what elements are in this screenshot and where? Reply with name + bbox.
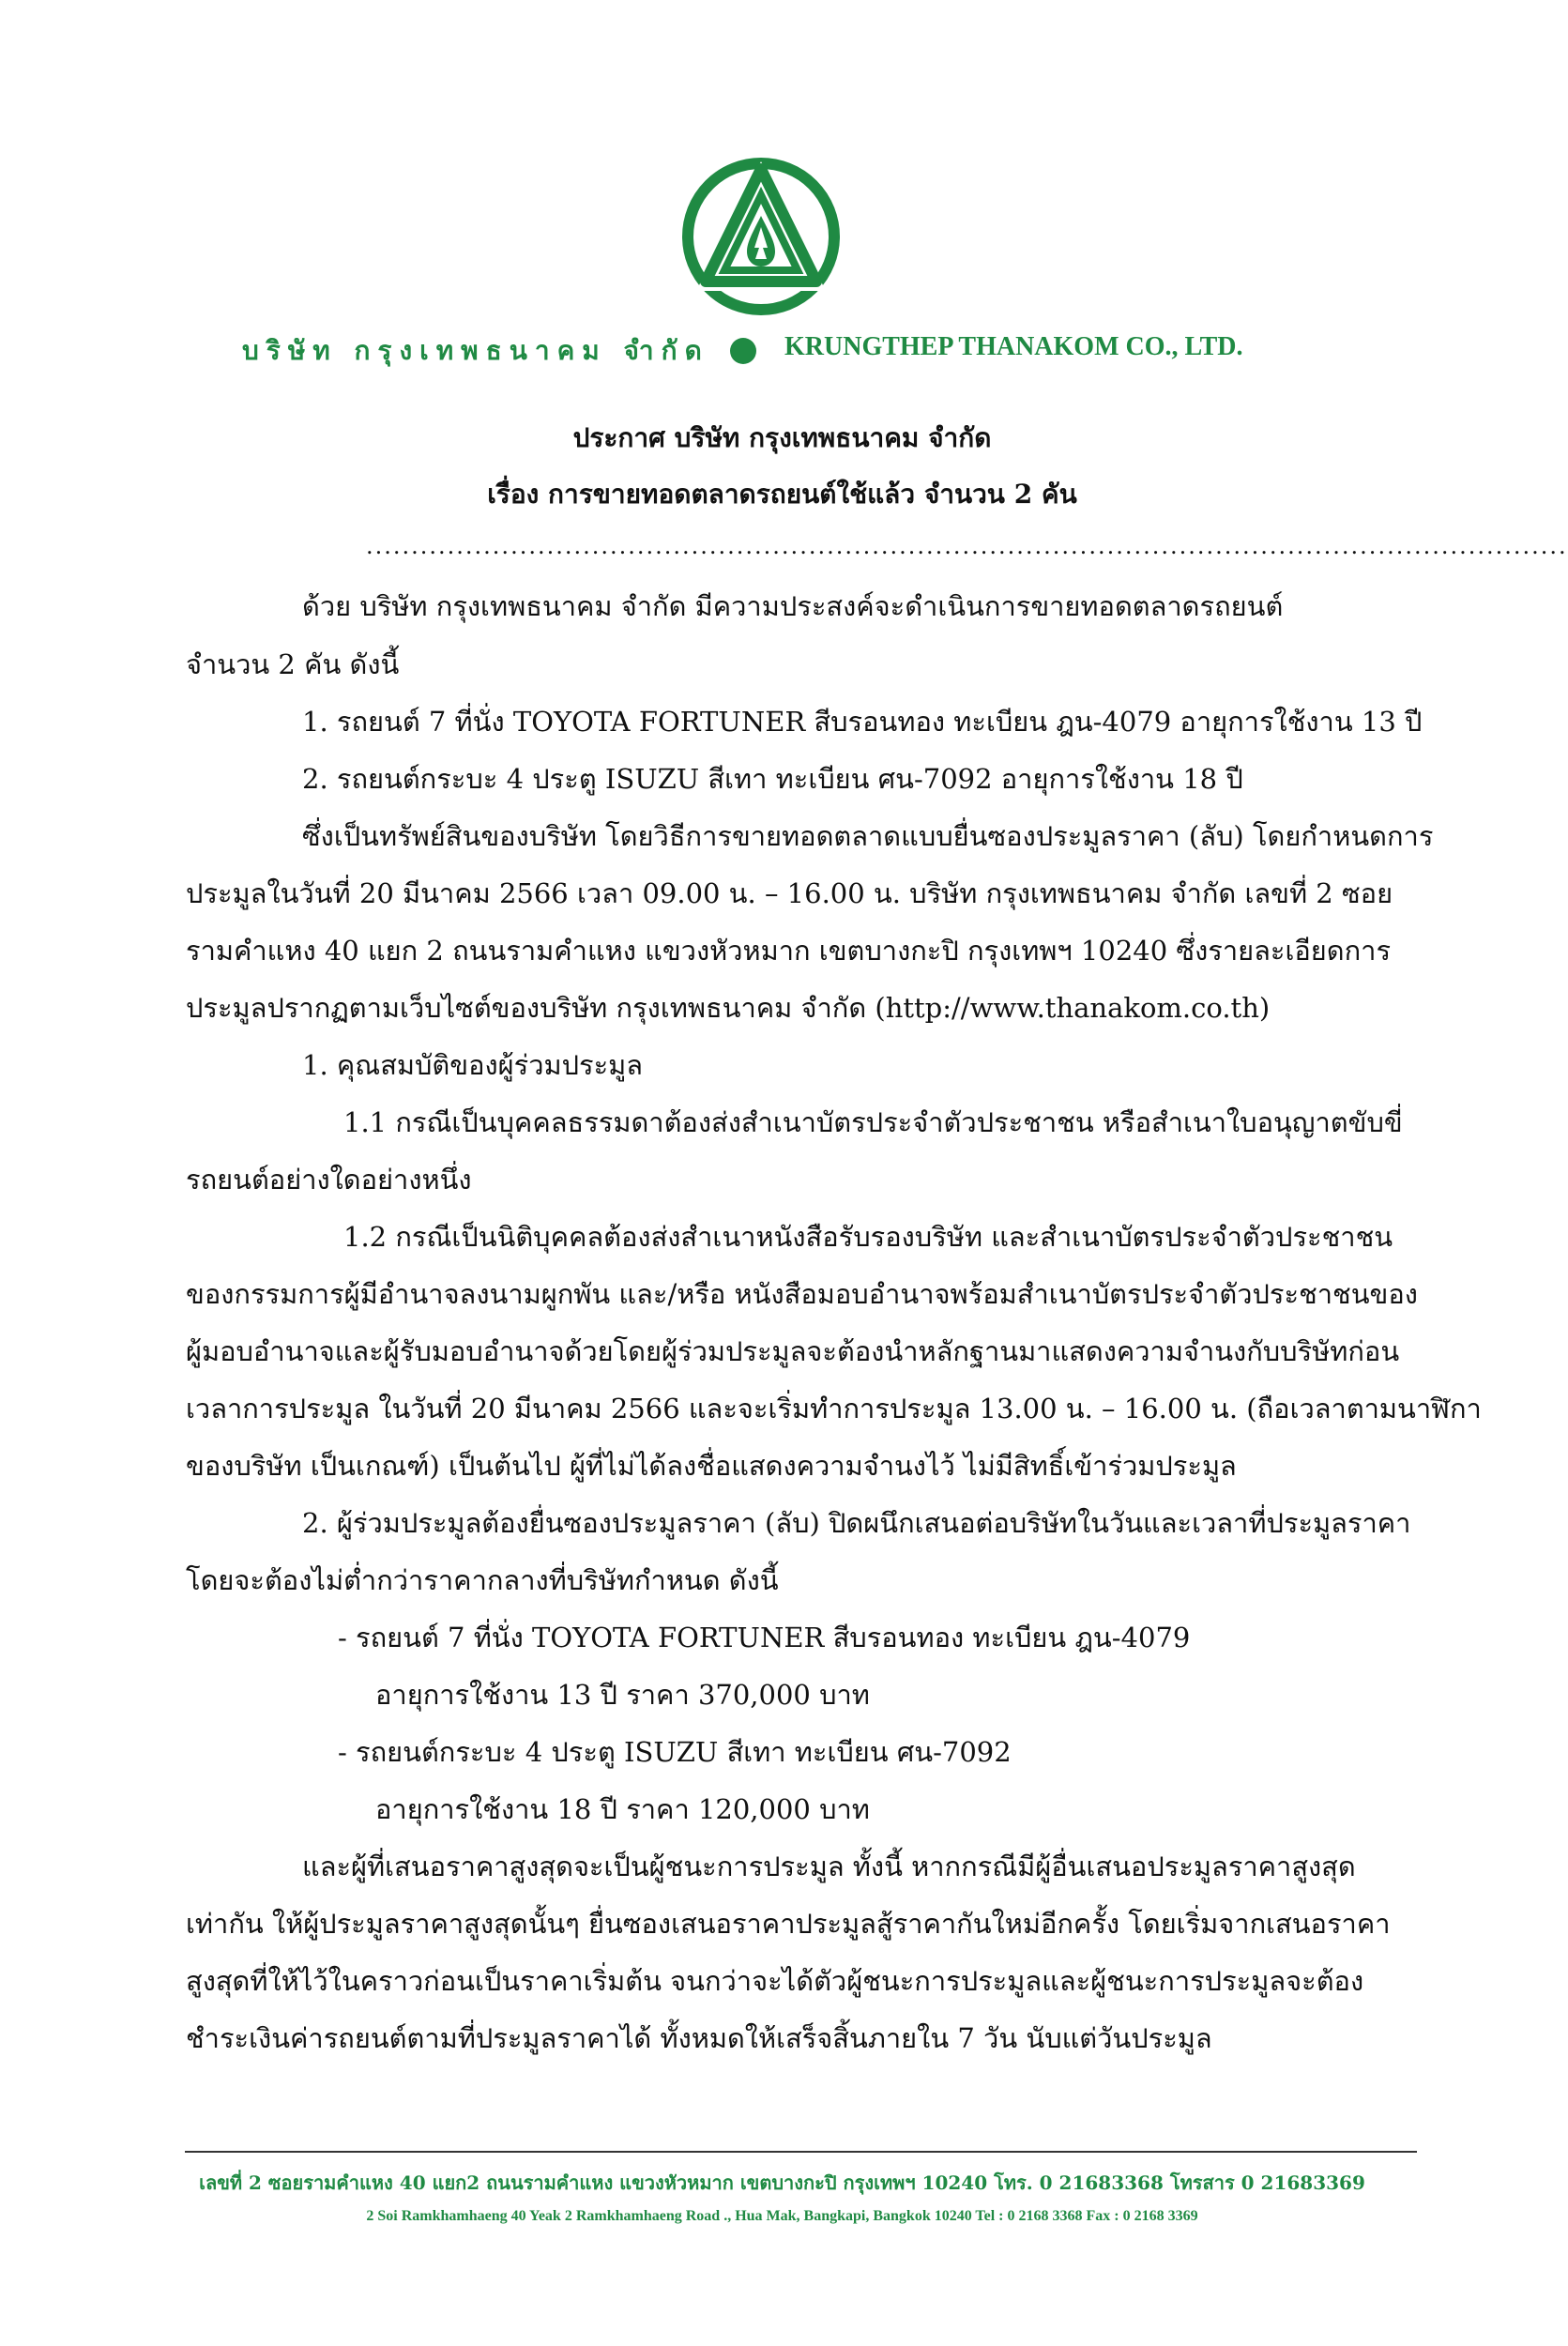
vehicle-item-2: 2. รถยนต์กระบะ 4 ประตู ISUZU สีเทา ทะเบียน ศน-7092 อายุการใช้งาน 18 ปี [302, 763, 1243, 795]
dotted-divider: ..................................................................................................................................... [366, 533, 1568, 559]
closing-line-3: สูงสุดที่ให้ไว้ในคราวก่อนเป็นราคาเริ่มต้น จนกว่าจะได้ตัวผู้ชนะการประมูลและผู้ชนะการประมูลจะต้อง [186, 1965, 1364, 1997]
section-1-1-line-1: 1.1 กรณีเป็นบุคคลธรรมดาต้องส่งสำเนาบัตรประจำตัวประชาชน หรือสำเนาใบอนุญาตขับขี่ [343, 1106, 1403, 1138]
company-name-row [0, 330, 1564, 372]
intro-line-1: ด้วย บริษัท กรุงเทพธนาคม จำกัด มีความประสงค์จะดำเนินการขายทอดตลาดรถยนต์ [302, 590, 1284, 622]
closing-line-1: และผู้ที่เสนอราคาสูงสุดจะเป็นผู้ชนะการประมูล ทั้งนี้ หากกรณีมีผู้อื่นเสนอประมูลราคาสูงสุด [302, 1851, 1356, 1882]
section-1-2-line-3: ผู้มอบอำนาจและผู้รับมอบอำนาจด้วยโดยผู้ร่วมประมูลจะต้องนำหลักฐานมาแสดงความจำนงกับบริษัทก่อน [186, 1335, 1400, 1367]
announcement-title: ประกาศ บริษัท กรุงเทพธนาคม จำกัด [572, 422, 992, 453]
auction-details-line-3: รามคำแหง 40 แยก 2 ถนนรามคำแหง แขวงหัวหมาก เขตบางกะปิ กรุงเทพฯ 10240 ซึ่งรายละเอียดการ [186, 935, 1392, 967]
reserve-price-item-1-detail: อายุการใช้งาน 13 ปี ราคา 370,000 บาท [375, 1679, 870, 1711]
section-2-line-2: โดยจะต้องไม่ต่ำกว่าราคากลางที่บริษัทกำหนด ดังนี้ [186, 1564, 779, 1596]
auction-details-line-2: ประมูลในวันที่ 20 มีนาคม 2566 เวลา 09.00 น. – 16.00 น. บริษัท กรุงเทพธนาคม จำกัด เลขที่ 2 ซอย [186, 877, 1393, 909]
footer-address-thai: เลขที่ 2 ซอยรามคำแหง 40 แยก2 ถนนรามคำแหง แขวงหัวหมาก เขตบางกะปิ กรุงเทพฯ 10240 โทร. 0 21683368 โทรสาร 0 21683369 [199, 2171, 1365, 2194]
closing-line-2: เท่ากัน ให้ผู้ประมูลราคาสูงสุดนั้นๆ ยื่นซองเสนอราคาประมูลสู้ราคากันใหม่อีกครั้ง โดยเริ่มจากเสนอราคา [186, 1908, 1391, 1940]
intro-line-2: จำนวน 2 คัน ดังนี้ [186, 648, 400, 680]
vehicle-item-1: 1. รถยนต์ 7 ที่นั่ง TOYOTA FORTUNER สีบรอนทอง ทะเบียน ฎน-4079 อายุการใช้งาน 13 ปี [302, 706, 1423, 738]
section-2-line-1: 2. ผู้ร่วมประมูลต้องยื่นซองประมูลราคา (ลับ) ปิดผนึกเสนอต่อบริษัทในวันและเวลาที่ประมูลราคา [302, 1507, 1411, 1539]
section-1-2-line-4: เวลาการประมูล ในวันที่ 20 มีนาคม 2566 และจะเริ่มทำการประมูล 13.00 น. – 16.00 น. (ถือเวลาตามนาฬิกา [186, 1393, 1482, 1424]
section-1-1-line-2: รถยนต์อย่างใดอย่างหนึ่ง [186, 1164, 472, 1196]
section-1-2-line-5: ของบริษัท เป็นเกณฑ์) เป็นต้นไป ผู้ที่ไม่ได้ลงชื่อแสดงความจำนงไว้ ไม่มีสิทธิ์เข้าร่วมประมูล [186, 1450, 1237, 1482]
company-name-english: KRUNGTHEP THANAKOM CO., LTD. [784, 332, 1243, 361]
announcement-subject: เรื่อง การขายทอดตลาดรถยนต์ใช้แล้ว จำนวน 2 คัน [487, 479, 1077, 510]
section-1-2-line-1: 1.2 กรณีเป็นนิติบุคคลต้องส่งสำเนาหนังสือรับรองบริษัท และสำเนาบัตรประจำตัวประชาชน [343, 1221, 1393, 1253]
footer-divider [185, 2151, 1417, 2153]
reserve-price-item-2: - รถยนต์กระบะ 4 ประตู ISUZU สีเทา ทะเบียน ศน-7092 [338, 1736, 1012, 1768]
reserve-price-item-2-detail: อายุการใช้งาน 18 ปี ราคา 120,000 บาท [375, 1793, 870, 1825]
section-1-title: 1. คุณสมบัติของผู้ร่วมประมูล [302, 1049, 644, 1081]
closing-line-4: ชำระเงินค่ารถยนต์ตามที่ประมูลราคาได้ ทั้งหมดให้เสร็จสิ้นภายใน 7 วัน นับแต่วันประมูล [186, 2022, 1212, 2054]
footer-address-english: 2 Soi Ramkhamhaeng 40 Yeak 2 Ramkhamhaeng Road ., Hua Mak, Bangkapi, Bangkok 10240 Tel : 0 2168 3368 Fax : 0 2168 3369 [366, 2208, 1198, 2224]
auction-details-line-4: ประมูลปรากฏตามเว็บไซต์ของบริษัท กรุงเทพธนาคม จำกัด (http://www.thanakom.co.th) [186, 992, 1271, 1024]
triangle-in-circle-logo-icon [677, 150, 845, 319]
green-dot-separator [730, 338, 756, 364]
company-name-thai: บริษัท กรุงเทพธนาคม จำกัด [242, 335, 709, 366]
reserve-price-item-1: - รถยนต์ 7 ที่นั่ง TOYOTA FORTUNER สีบรอนทอง ทะเบียน ฎน-4079 [338, 1622, 1191, 1653]
auction-details-line-1: ซึ่งเป็นทรัพย์สินของบริษัท โดยวิธีการขายทอดตลาดแบบยื่นซองประมูลราคา (ลับ) โดยกำหนดการ [302, 820, 1434, 852]
section-1-2-line-2: ของกรรมการผู้มีอำนาจลงนามผูกพัน และ/หรือ หนังสือมอบอำนาจพร้อมสำเนาบัตรประจำตัวประชาชนของ [186, 1278, 1418, 1310]
